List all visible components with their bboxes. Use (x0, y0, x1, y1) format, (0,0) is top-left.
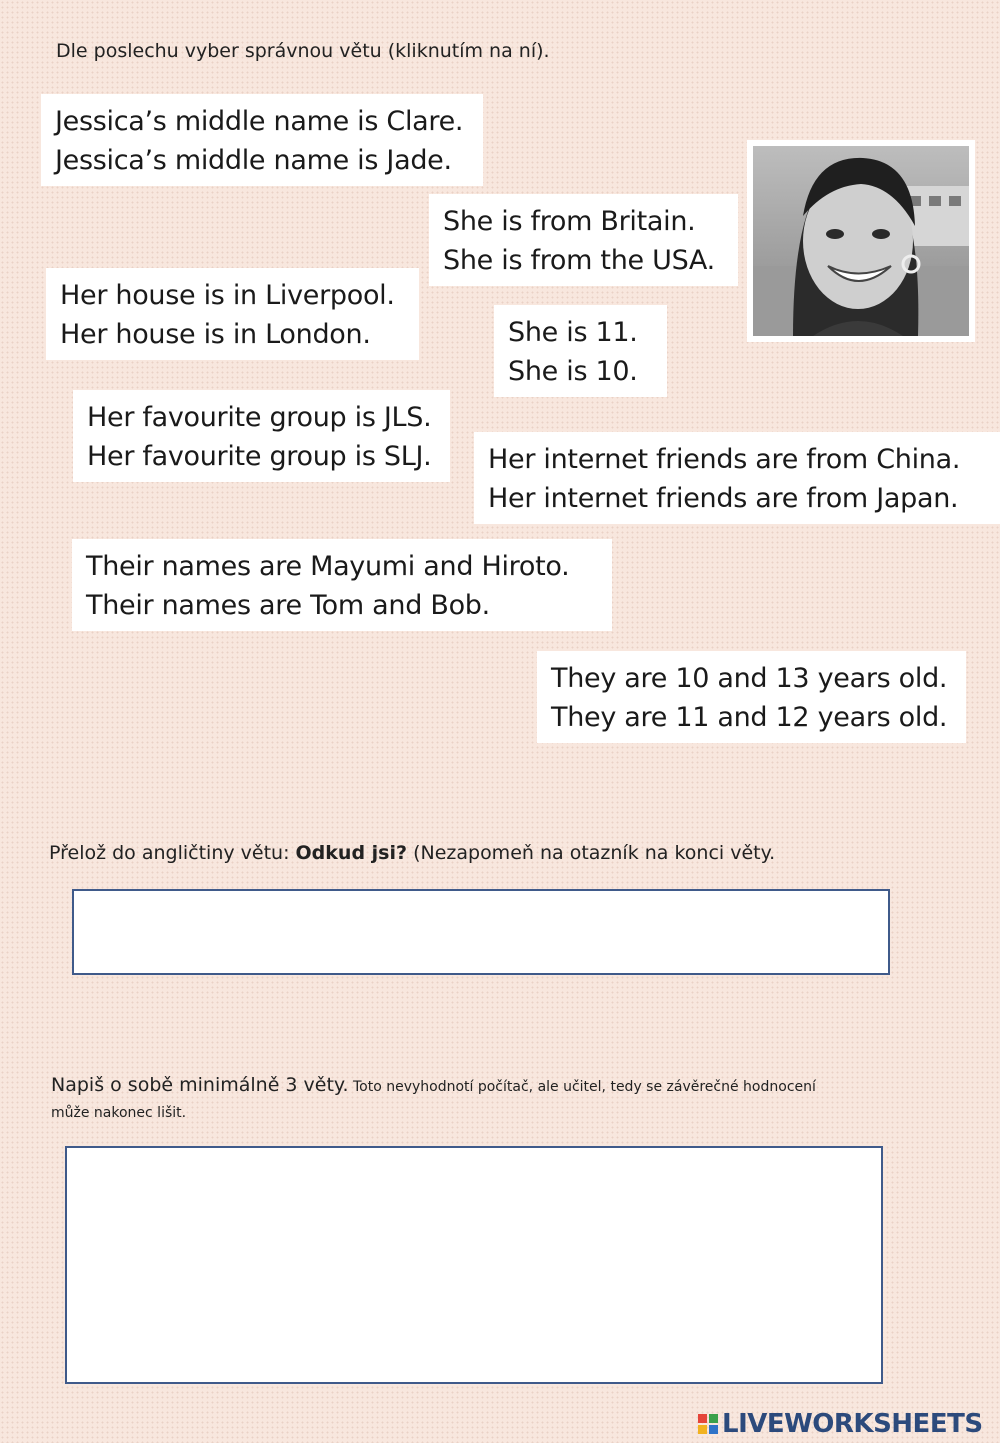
write-answer-textarea[interactable] (65, 1146, 883, 1384)
liveworksheets-logo-icon (698, 1414, 718, 1434)
choice-card-age (494, 305, 667, 397)
option-group-jls[interactable]: Her favourite group is JLS. (87, 402, 432, 433)
option-house-london[interactable]: Her house is in London. (60, 319, 371, 350)
translate-answer-input[interactable] (72, 889, 890, 975)
write-instruction (51, 1073, 816, 1125)
option-names-mayumi-hiroto[interactable]: Their names are Mayumi and Hiroto. (86, 551, 570, 582)
choice-card-group (73, 390, 450, 482)
option-age-10[interactable]: She is 10. (508, 356, 638, 387)
write-main-text: Napiš o sobě minimálně 3 věty. (51, 1074, 349, 1096)
write-note-line1: Toto nevyhodnotí počítač, ale učitel, tedy se závěrečné hodnocení (348, 1079, 816, 1095)
translate-suffix: (Nezapomeň na otazník na konci věty. (407, 842, 776, 864)
translate-instruction (49, 842, 775, 864)
translate-prefix: Přelož do angličtiny větu: (49, 842, 296, 864)
girl-photo (747, 140, 975, 342)
choice-card-house (46, 268, 419, 360)
logo-square-1 (698, 1414, 707, 1423)
option-house-liverpool[interactable]: Her house is in Liverpool. (60, 280, 395, 311)
option-friends-china[interactable]: Her internet friends are from China. (488, 444, 961, 475)
logo-square-3 (698, 1425, 707, 1434)
option-from-britain[interactable]: She is from Britain. (443, 206, 696, 237)
option-names-tom-bob[interactable]: Their names are Tom and Bob. (86, 590, 490, 621)
choice-card-names (72, 539, 612, 631)
option-group-slj[interactable]: Her favourite group is SLJ. (87, 441, 432, 472)
option-friends-japan[interactable]: Her internet friends are from Japan. (488, 483, 959, 514)
translate-question: Odkud jsi? (295, 842, 408, 864)
option-jessica-jade[interactable]: Jessica’s middle name is Jade. (55, 145, 452, 176)
option-age-10-13[interactable]: They are 10 and 13 years old. (551, 663, 948, 694)
choice-card-country (429, 194, 738, 286)
choice-card-middle-name (41, 94, 483, 186)
instruction-text: Dle poslechu vyber správnou větu (kliknutím na ní). (56, 40, 550, 62)
liveworksheets-logo (698, 1407, 983, 1441)
logo-square-2 (709, 1414, 718, 1423)
option-age-11-12[interactable]: They are 11 and 12 years old. (551, 702, 948, 733)
write-note-line2: může nakonec lišit. (51, 1105, 187, 1121)
choice-card-friends (474, 432, 1000, 524)
choice-card-friends-age (537, 651, 966, 743)
option-jessica-clare[interactable]: Jessica’s middle name is Clare. (55, 106, 464, 137)
girl-portrait-image (753, 146, 969, 336)
option-age-11[interactable]: She is 11. (508, 317, 638, 348)
liveworksheets-logo-text: LIVEWORKSHEETS (722, 1409, 983, 1439)
option-from-usa[interactable]: She is from the USA. (443, 245, 715, 276)
logo-square-4 (709, 1425, 718, 1434)
